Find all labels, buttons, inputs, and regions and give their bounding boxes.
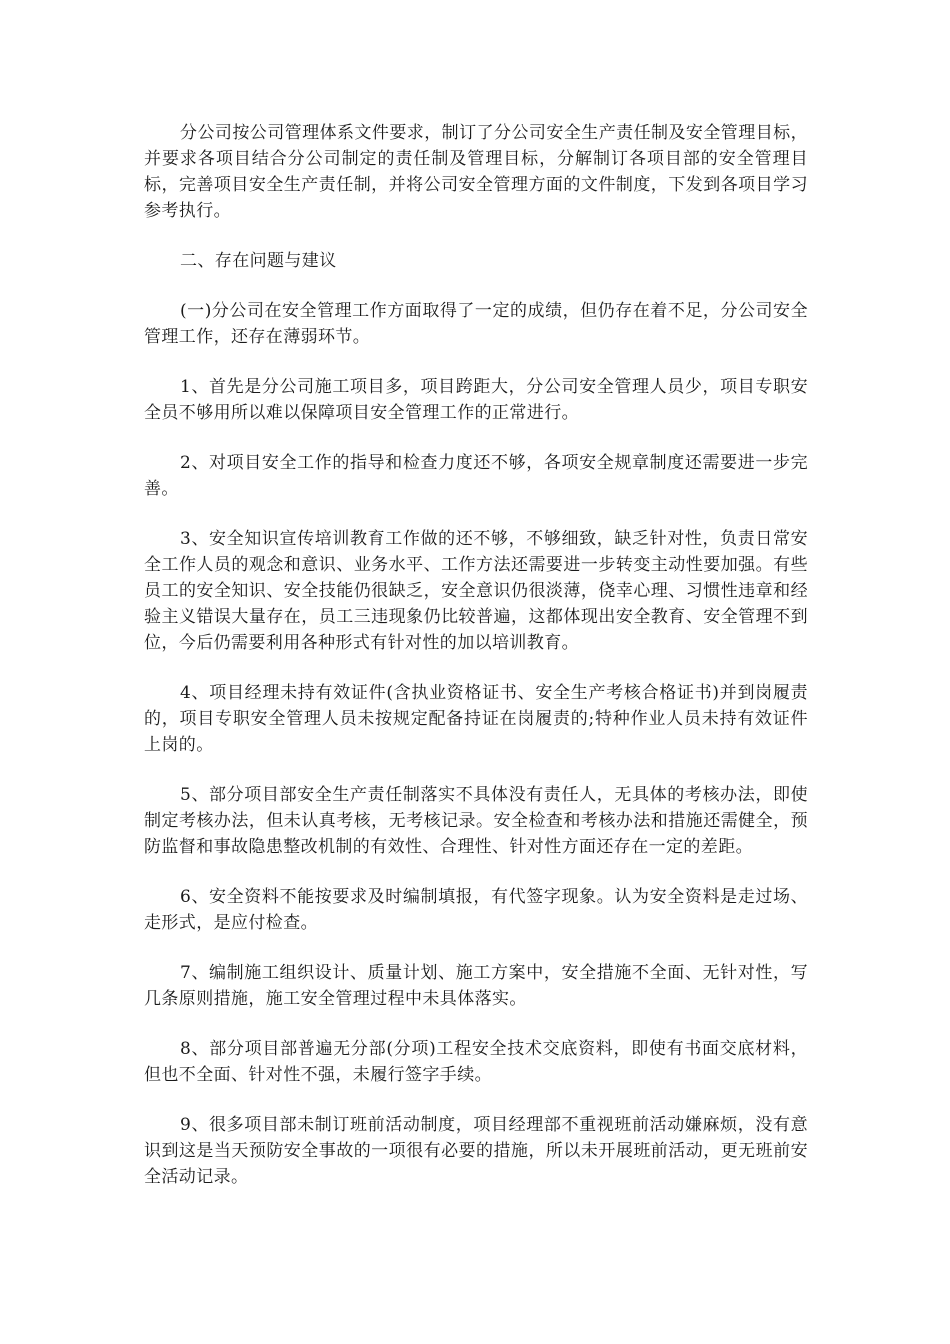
paragraph-item-1: 1、首先是分公司施工项目多，项目跨距大，分公司安全管理人员少，项目专职安全员不够用所以难以保障项目安全管理工作的正常进行。: [144, 377, 808, 423]
document-page: [144, 120, 808, 1214]
paragraph-item-8: 8、部分项目部普遍无分部(分项)工程安全技术交底资料，即使有书面交底材料，但也不全面、针对性不强，未履行签字手续。: [144, 1039, 808, 1085]
paragraph-sub-one: (一)分公司在安全管理工作方面取得了一定的成绩，但仍存在着不足，分公司安全管理工作，还存在薄弱环节。: [144, 301, 808, 347]
paragraph-intro: 分公司按公司管理体系文件要求，制订了分公司安全生产责任制及安全管理目标，并要求各项目结合分公司制定的责任制及管理目标，分解制订各项目部的安全管理目标，完善项目安全生产责任制，并将公司安全管理方面的文件制度，下发到各项目学习参考执行。: [144, 123, 808, 221]
paragraph-item-3: 3、安全知识宣传培训教育工作做的还不够，不够细致，缺乏针对性，负责日常安全工作人员的观念和意识、业务水平、工作方法还需要进一步转变主动性要加强。有些员工的安全知识、安全技能仍很缺乏，安全意识仍很淡薄，侥幸心理、习惯性违章和经验主义错误大量存在，员工三违现象仍比较普遍，这都体现出安全教育、安全管理不到位，今后仍需要利用各种形式有针对性的加以培训教育。: [144, 529, 808, 653]
paragraph-item-2: 2、对项目安全工作的指导和检查力度还不够，各项安全规章制度还需要进一步完善。: [144, 453, 808, 499]
paragraph-item-4: 4、项目经理未持有效证件(含执业资格证书、安全生产考核合格证书)并到岗履责的，项目专职安全管理人员未按规定配备持证在岗履责的;特种作业人员未持有效证件上岗的。: [144, 683, 808, 755]
paragraph-item-5: 5、部分项目部安全生产责任制落实不具体没有责任人，无具体的考核办法，即使制定考核办法，但未认真考核，无考核记录。安全检查和考核办法和措施还需健全，预防监督和事故隐患整改机制的有效性、合理性、针对性方面还存在一定的差距。: [144, 785, 808, 857]
paragraph-item-6: 6、安全资料不能按要求及时编制填报，有代签字现象。认为安全资料是走过场、走形式，是应付检查。: [144, 887, 808, 933]
section-heading-problems: 二、存在问题与建议: [180, 251, 337, 271]
paragraph-item-7: 7、编制施工组织设计、质量计划、施工方案中，安全措施不全面、无针对性，写几条原则措施，施工安全管理过程中未具体落实。: [144, 963, 808, 1009]
paragraph-item-9: 9、很多项目部未制订班前活动制度，项目经理部不重视班前活动嫌麻烦，没有意识到这是当天预防安全事故的一项很有必要的措施，所以未开展班前活动，更无班前安全活动记录。: [144, 1115, 808, 1187]
